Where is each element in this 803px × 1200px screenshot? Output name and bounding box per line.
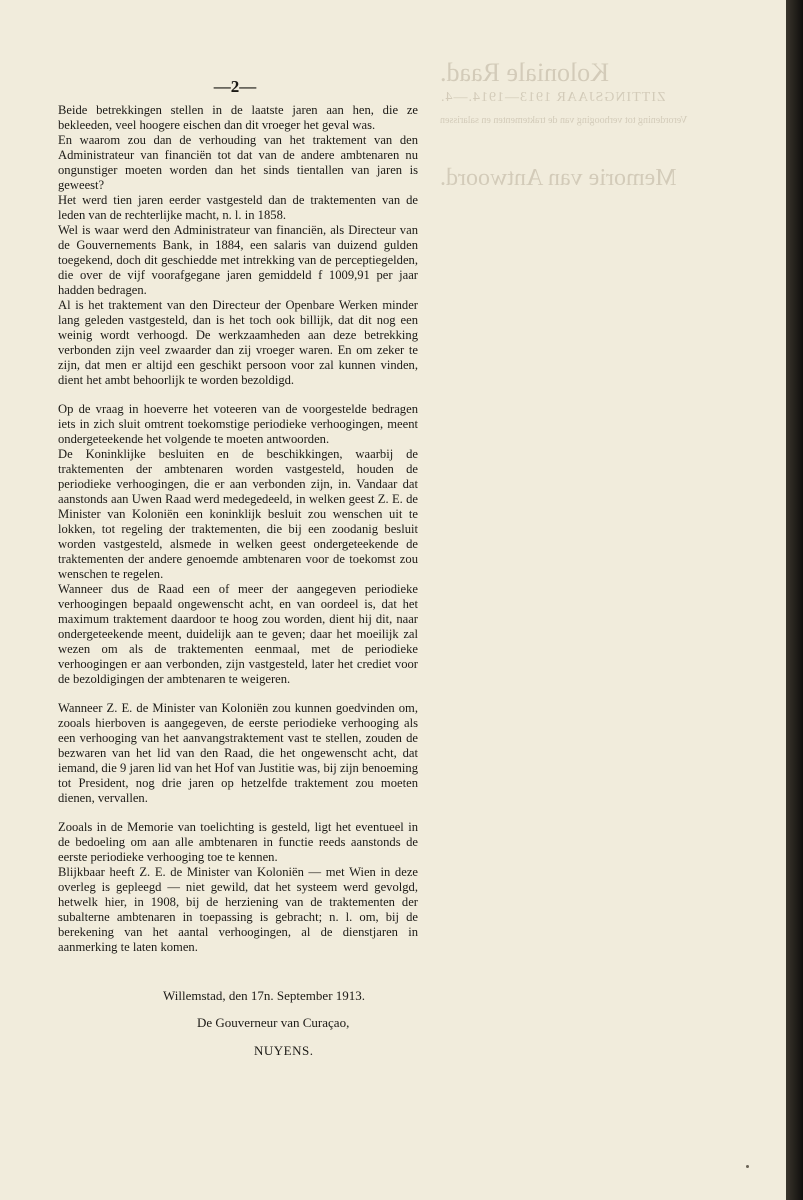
bleed-line-4: Memorie van Antwoord. (440, 165, 677, 191)
paragraph: De Koninklijke besluiten en de beschikkingen, waarbij de traktementen der ambtenaren worden vastgesteld, houden de periodieke verhoogingen, die er aan verbonden zijn, in. Vandaar dat aanstonds aan Uwen Raad werd medegedeeld, in welken geest Z. E. de Minister van Koloniën een koninklijk besluit zou wenschen uit te lokken, tot regeling der traktementen, die bij een zoodanig besluit worden vastgesteld, alsmede in welken geest ondergeteekende de traktementen der andere genoemde ambtenaren voor de toekomst zou wenschen te regelen. (58, 447, 418, 581)
bleed-line-1: Koloniale Raad. (440, 58, 609, 87)
body-text (58, 103, 418, 955)
paragraph: En waarom zou dan de verhouding van het traktement van den Administrateur van financiën tot dat van de andere ambtenaren nu ongunstiger moeten worden dan het sinds tientallen van jaren is geweest? (58, 133, 418, 192)
paragraph: Blijkbaar heeft Z. E. de Minister van Koloniën — met Wien in deze overleg is gepleegd — niet gewild, dat het systeem werd gevolgd, hetwelk hier, in 1908, bij de herziening van de traktementen der subalterne ambtenaren in toepassing is gebracht; n. l. om, bij de berekening van het aantal verhoogingen, al de dienstjaren in aanmerking te laten komen. (58, 865, 418, 954)
paragraph: Wel is waar werd den Administrateur van financiën, als Directeur van de Gouvernements Bank, in 1884, een salaris van duizend gulden toegekend, doch dit geschiedde met intrekking van de perceptiegelden, die over de vijf voorafgegane jaren gemiddeld f 1009,91 per jaar hadden bedragen. (58, 223, 418, 297)
paragraph: Wanneer Z. E. de Minister van Koloniën zou kunnen goedvinden om, zooals hierboven is aangegeven, de eerste periodieke verhooging als een verhooging van het aanvangstraktement vast te stellen, zouden de bezwaren van het lid van den Raad, die het ongewenscht acht, dat iemand, die 9 jaren lid van het Hof van Justitie was, bij zijn benoeming tot President, nog drie jaren op hetzelfde traktement zou moeten dienen, vervallen. (58, 701, 418, 805)
paragraph: Zooals in de Memorie van toelichting is gesteld, ligt het eventueel in de bedoeling om aan alle ambtenaren in functie reeds aanstonds de eerste periodieke verhooging toe te kennen. (58, 820, 418, 864)
paragraph-gap (58, 806, 418, 820)
signature-title: De Gouverneur van Curaçao, (197, 1015, 350, 1030)
page-number: —2— (213, 77, 257, 96)
paragraph-gap (58, 388, 418, 402)
paragraph: Beide betrekkingen stellen in de laatste jaren aan hen, die ze bekleeden, veel hoogere eischen dan dit vroeger het geval was. (58, 103, 418, 132)
paragraph: Het werd tien jaren eerder vastgesteld dan de traktementen van de leden van de rechterlijke macht, n. l. in 1858. (58, 193, 418, 222)
paragraph-gap (58, 687, 418, 701)
bleed-through-text (440, 58, 770, 193)
bleed-line-3: Verordening tot verhooging van de traktementen en salarissen (440, 115, 688, 126)
signature-place-date: Willemstad, den 17n. September 1913. (163, 988, 366, 1003)
paragraph: Al is het traktement van den Directeur der Openbare Werken minder lang geleden vastgesteld, dan is het toch ook billijk, dat dit nog een weinig wordt verhoogd. De werkzaamheden aan deze betrekking verbonden zijn veel zwaarder dan zij vroeger waren. En om zeker te zijn, dat men er altijd een geschikt persoon voor zal kunnen vinden, dient het ambt behoorlijk te worden bezoldigd. (58, 298, 418, 387)
paragraph: Op de vraag in hoeverre het voteeren van de voorgestelde bedragen iets in zich sluit omtrent toekomstige periodieke verhoogingen, meent ondergeteekende het volgende te moeten antwoorden. (58, 402, 418, 446)
signature-name: NUYENS. (254, 1043, 314, 1058)
scan-edge (786, 0, 803, 1200)
paper-speck (746, 1165, 749, 1168)
bleed-line-2: ZITTINGSJAAR 1913—1914.—4. (440, 90, 666, 105)
paragraph: Wanneer dus de Raad een of meer der aangegeven periodieke verhoogingen bepaald ongewenscht acht, en van oordeel is, dat het maximum traktement daardoor te hoog zou worden, dient hij dit, naar ondergeteekende meent, duidelijk aan te geven; daar het moeilijk zal wezen om als de traktementen eenmaal, met de periodieke verhoogingen er aan verbonden, zijn vastgesteld, later het crediet voor de bezoldigingen der ambtenaren te weigeren. (58, 582, 418, 686)
